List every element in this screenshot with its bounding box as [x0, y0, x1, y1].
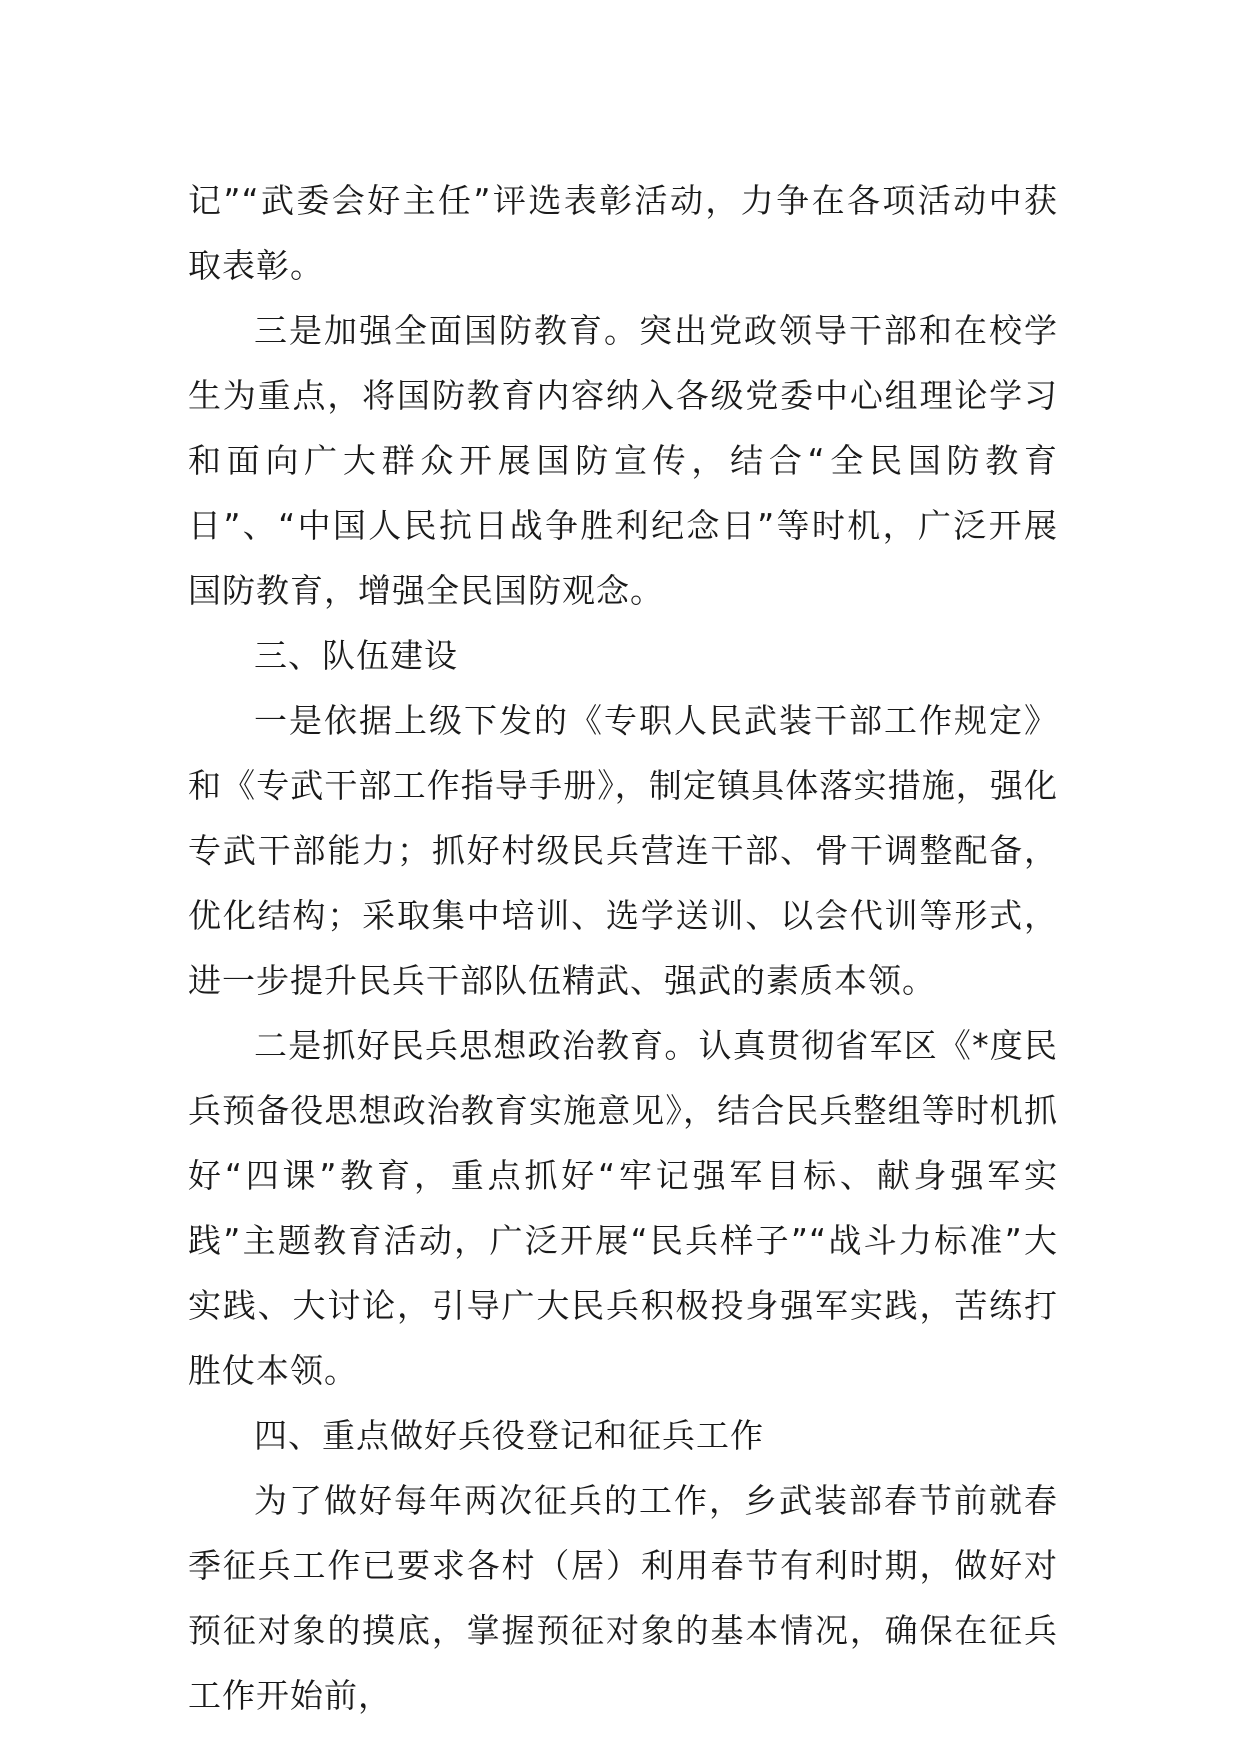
- paragraph-national-defense-education: 三是加强全面国防教育。突出党政领导干部和在校学生为重点，将国防教育内容纳入各级党委中心组理论学习和面向广大群众开展国防宣传，结合“全民国防教育日”、“中国人民抗日战争胜利纪念日”等时机，广泛开展国防教育，增强全民国防观念。: [188, 311, 1058, 610]
- section-heading-conscription: 四、重点做好兵役登记和征兵工作: [254, 1416, 764, 1455]
- document-body: [188, 168, 1058, 1728]
- paragraph-conscription-work: 为了做好每年两次征兵的工作，乡武装部春节前就春季征兵工作已要求各村（居）利用春节有利时期，做好对预征对象的摸底，掌握预征对象的基本情况，确保在征兵工作开始前，: [188, 1481, 1058, 1715]
- paragraph-cadre-regulations: 一是依据上级下发的《专职人民武装干部工作规定》和《专武干部工作指导手册》，制定镇具体落实措施，强化专武干部能力；抓好村级民兵营连干部、骨干调整配备，优化结构；采取集中培训、选学送训、以会代训等形式，进一步提升民兵干部队伍精武、强武的素质本领。: [188, 701, 1058, 1000]
- section-heading-team-building: 三、队伍建设: [254, 636, 458, 675]
- paragraph-political-education: 二是抓好民兵思想政治教育。认真贯彻省军区《*度民兵预备役思想政治教育实施意见》，结合民兵整组等时机抓好“四课”教育，重点抓好“牢记强军目标、献身强军实践”主题教育活动，广泛开展“民兵样子”“战斗力标准”大实践、大讨论，引导广大民兵积极投身强军实践，苦练打胜仗本领。: [188, 1026, 1058, 1390]
- paragraph-continuation: 记”“武委会好主任”评选表彰活动，力争在各项活动中获取表彰。: [188, 181, 1058, 285]
